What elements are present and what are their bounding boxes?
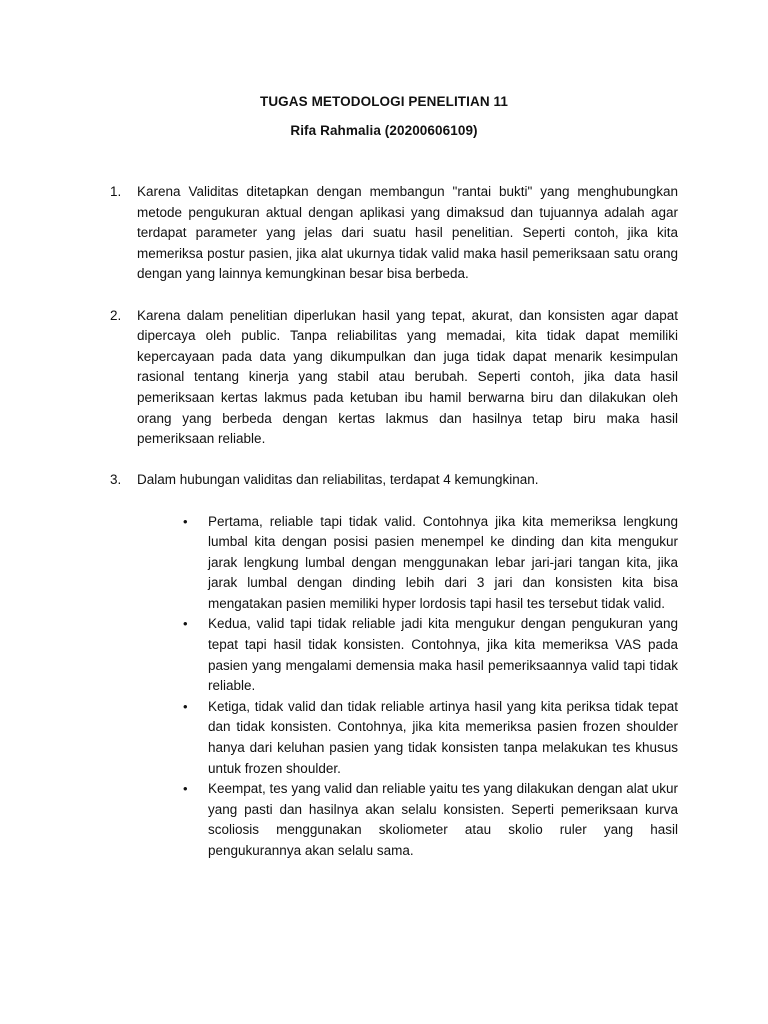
bullet-text: Ketiga, tidak valid dan tidak reliable artinya hasil yang kita periksa tidak tepat dan tidak konsisten. Contohnya, jika kita memeriksa pasien frozen shoulder hanya dari keluhan pasien yang tidak konsisten tanpa melakukan tes khusus untuk frozen shoulder. <box>208 698 678 776</box>
list-item-number: 3. <box>110 472 122 488</box>
bullet-item-3 <box>181 697 678 779</box>
bullet-text: Pertama, reliable tapi tidak valid. Contohnya jika kita memeriksa lengkung lumbal kita dengan posisi pasien menempel ke dinding dan kita mengukur jarak lengkung lumbal dengan menggunakan lebar jari-jari tangan kita, jika jarak lumbal dengan dinding lebih dari 3 jari dan konsisten kita bisa mengatakan pasien memiliki hyper lordosis tapi hasil tes tersebut tidak valid. <box>208 513 678 611</box>
bullet-item-1 <box>181 512 678 615</box>
list-item-number: 1. <box>110 184 122 199</box>
bullet-item-2 <box>181 614 678 696</box>
bullet-icon: • <box>183 616 188 632</box>
list-item-text: Karena dalam penelitian diperlukan hasil yang tepat, akurat, dan konsisten agar dapat dipercaya oleh public. Tanpa reliabilitas yang memadai, kita tidak dapat memiliki kepercayaan pada data yang dikumpulkan dan juga tidak dapat menarik kesimpulan rasional tentang kinerja yang stabil atau berubah. Seperti contoh, jika data hasil pemeriksaan kertas lakmus pada ketuban ibu hamil berwarna biru dan dilakukan oleh orang yang berbeda dengan kertas lakmus dan hasilnya tetap biru maka hasil pemeriksaan reliable. <box>137 307 678 447</box>
bullet-list <box>137 512 678 862</box>
list-item-1 <box>110 182 678 285</box>
list-item-number: 2. <box>110 307 122 323</box>
bullet-text: Keempat, tes yang valid dan reliable yaitu tes yang dilakukan dengan alat ukur yang pasti dan hasilnya akan selalu konsisten. Seperti pemeriksaan kurva scoliosis menggunakan skoliometer atau skolio ruler yang hasil pengukurannya akan selalu sama. <box>208 781 678 858</box>
bullet-icon: • <box>183 698 188 714</box>
document-title: TUGAS METODOLOGI PENELITIAN 11 <box>259 94 509 109</box>
list-item-text: Karena Validitas ditetapkan dengan membangun "rantai bukti" yang menghubungkan metode pengukuran aktual dengan aplikasi yang dimaksud dan tujuannya adalah agar terdapat parameter yang jelas dari suatu hasil penelitian. Seperti contoh, jika kita memeriksa postur pasien, jika alat ukurnya tidak valid maka hasil pemeriksaan satu orang dengan yang lainnya kemungkinan besar bisa berbeda. <box>137 184 678 282</box>
bullet-text: Kedua, valid tapi tidak reliable jadi kita mengukur dengan pengukuran yang tepat tapi hasil tidak konsisten. Contohnya, jika kita memeriksa VAS pada pasien yang mengalami demensia maka hasil pemeriksaannya valid tapi tidak reliable. <box>208 616 678 694</box>
bullet-icon: • <box>183 781 188 797</box>
list-item-2 <box>110 306 678 450</box>
list-item-3 <box>110 470 678 861</box>
bullet-item-4 <box>181 779 678 861</box>
document-author: Rifa Rahmalia (20200606109) <box>290 123 478 138</box>
answer-list <box>110 182 678 882</box>
bullet-icon: • <box>183 513 188 529</box>
list-item-text: Dalam hubungan validitas dan reliabilitas, terdapat 4 kemungkinan. <box>137 472 539 488</box>
